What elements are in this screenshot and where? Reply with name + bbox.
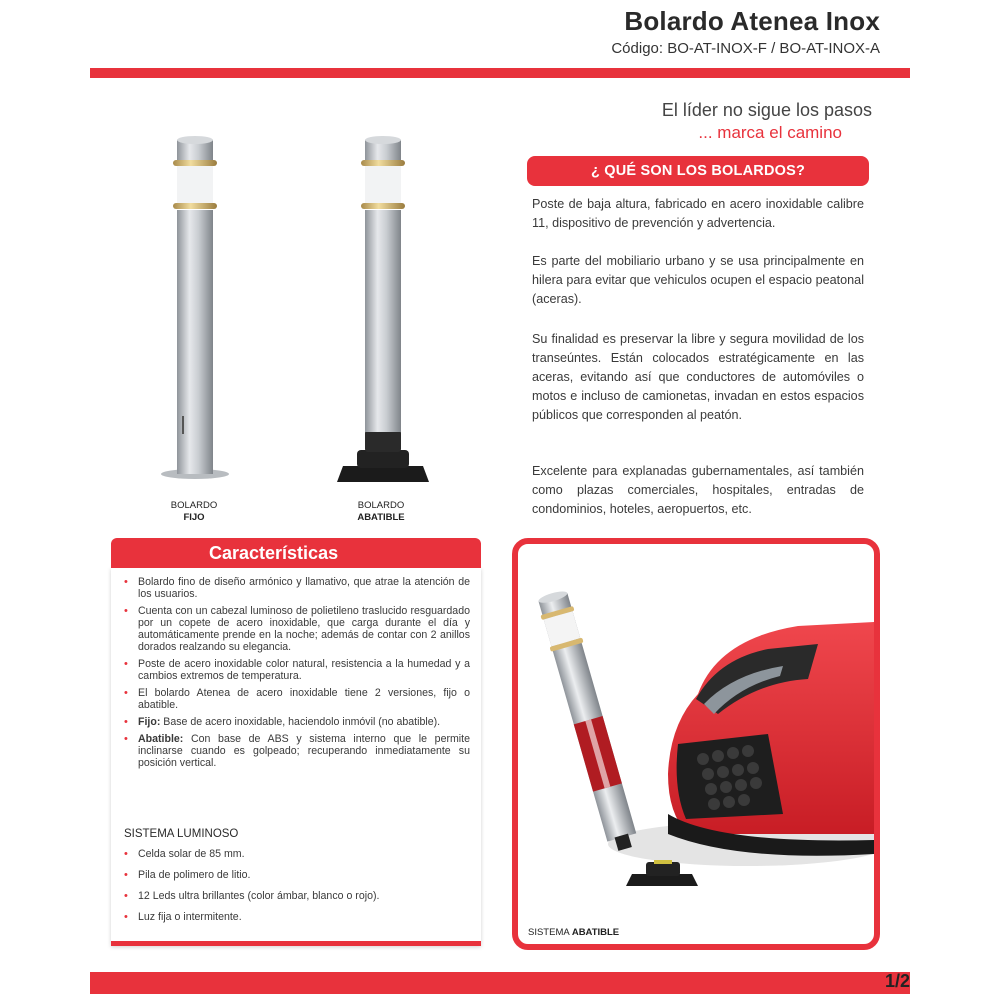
feature-item: • Fijo: Base de acero inoxidable, haciendolo inmóvil (no abatible). [124, 716, 470, 728]
fixed-bollard-image [150, 130, 240, 480]
header-divider-bar [90, 68, 910, 78]
feature-item: • Abatible: Con base de ABS y sistema interno que le permite inclinarse cuando es golpeado; recuperando inmediatamente su posición vertical. [124, 733, 470, 769]
feature-item: • Poste de acero inoxidable color natural, resistencia a la humedad y a cambios extremos de temperatura. [124, 658, 470, 682]
caption-prefix: SISTEMA [528, 927, 572, 938]
description-paragraph-1: Poste de baja altura, fabricado en acero inoxidable calibre 11, dispositivo de prevención y advertencia. [532, 197, 864, 230]
description-paragraph-4: Excelente para explanadas gubernamentales, así también como plazas comerciales, hospitales, entradas de condominios, hoteles, aeropuertos, etc. [532, 464, 864, 516]
photo-caption [528, 927, 619, 938]
what-are-bollards-heading: ¿ QUÉ SON LOS BOLARDOS? [527, 156, 869, 186]
slogan-line-2: ... marca el camino [698, 123, 842, 142]
lighting-item: • Celda solar de 85 mm. [124, 848, 470, 860]
slogan-line-1: El líder no sigue los pasos [661, 100, 872, 120]
fixed-label-line1: BOLARDO [170, 500, 218, 511]
folding-label-line2: ABATIBLE [357, 512, 405, 523]
description-paragraph-3: Su finalidad es preservar la libre y segura movilidad de los transeúntes. Están colocados estratégicamente en las aceras, evitando así que conductores de automóviles o motos e incluso de camionetas, invadan en estos espacios públicos que corresponden al peatón. [532, 332, 864, 422]
folding-bollard-label [331, 500, 431, 524]
car-impact-image [518, 544, 874, 944]
footer-bar [90, 972, 910, 994]
description-paragraph-2: Es parte del mobiliario urbano y se usa principalmente en hilera para evitar que vehiculos ocupen el espacio peatonal (aceras). [532, 254, 864, 306]
lighting-item: • Luz fija o intermitente. [124, 911, 470, 923]
document-title: Bolardo Atenea Inox [624, 6, 880, 36]
features-heading: Características [111, 538, 481, 568]
feature-item: • Cuenta con un cabezal luminoso de polietileno traslucido resguardado por un copete de acero inoxidable, que carga durante el día y automáticamente prende en la noche; además de contar con 2 anillos dorados realzando su elegancia. [124, 605, 470, 653]
features-list [124, 576, 470, 774]
lighting-system-title: SISTEMA LUMINOSO [124, 828, 239, 840]
product-code: Código: BO-AT-INOX-F / BO-AT-INOX-A [611, 40, 880, 57]
lighting-item: • Pila de polimero de litio. [124, 869, 470, 881]
feature-item: • El bolardo Atenea de acero inoxidable tiene 2 versiones, fijo o abatible. [124, 687, 470, 711]
folding-label-line1: BOLARDO [357, 500, 405, 511]
lighting-system-list [124, 848, 470, 932]
caption-bold: ABATIBLE [571, 927, 620, 938]
fixed-bollard-label [144, 500, 244, 524]
lighting-item: • 12 Leds ultra brillantes (color ámbar, blanco o rojo). [124, 890, 470, 902]
feature-item: • Bolardo fino de diseño armónico y llamativo, que atrae la atención de los usuarios. [124, 576, 470, 600]
folding-system-photo-frame [512, 538, 880, 950]
fixed-label-line2: FIJO [183, 512, 205, 523]
folding-bollard-image [333, 130, 433, 488]
page-number: 1/2 [884, 971, 910, 991]
